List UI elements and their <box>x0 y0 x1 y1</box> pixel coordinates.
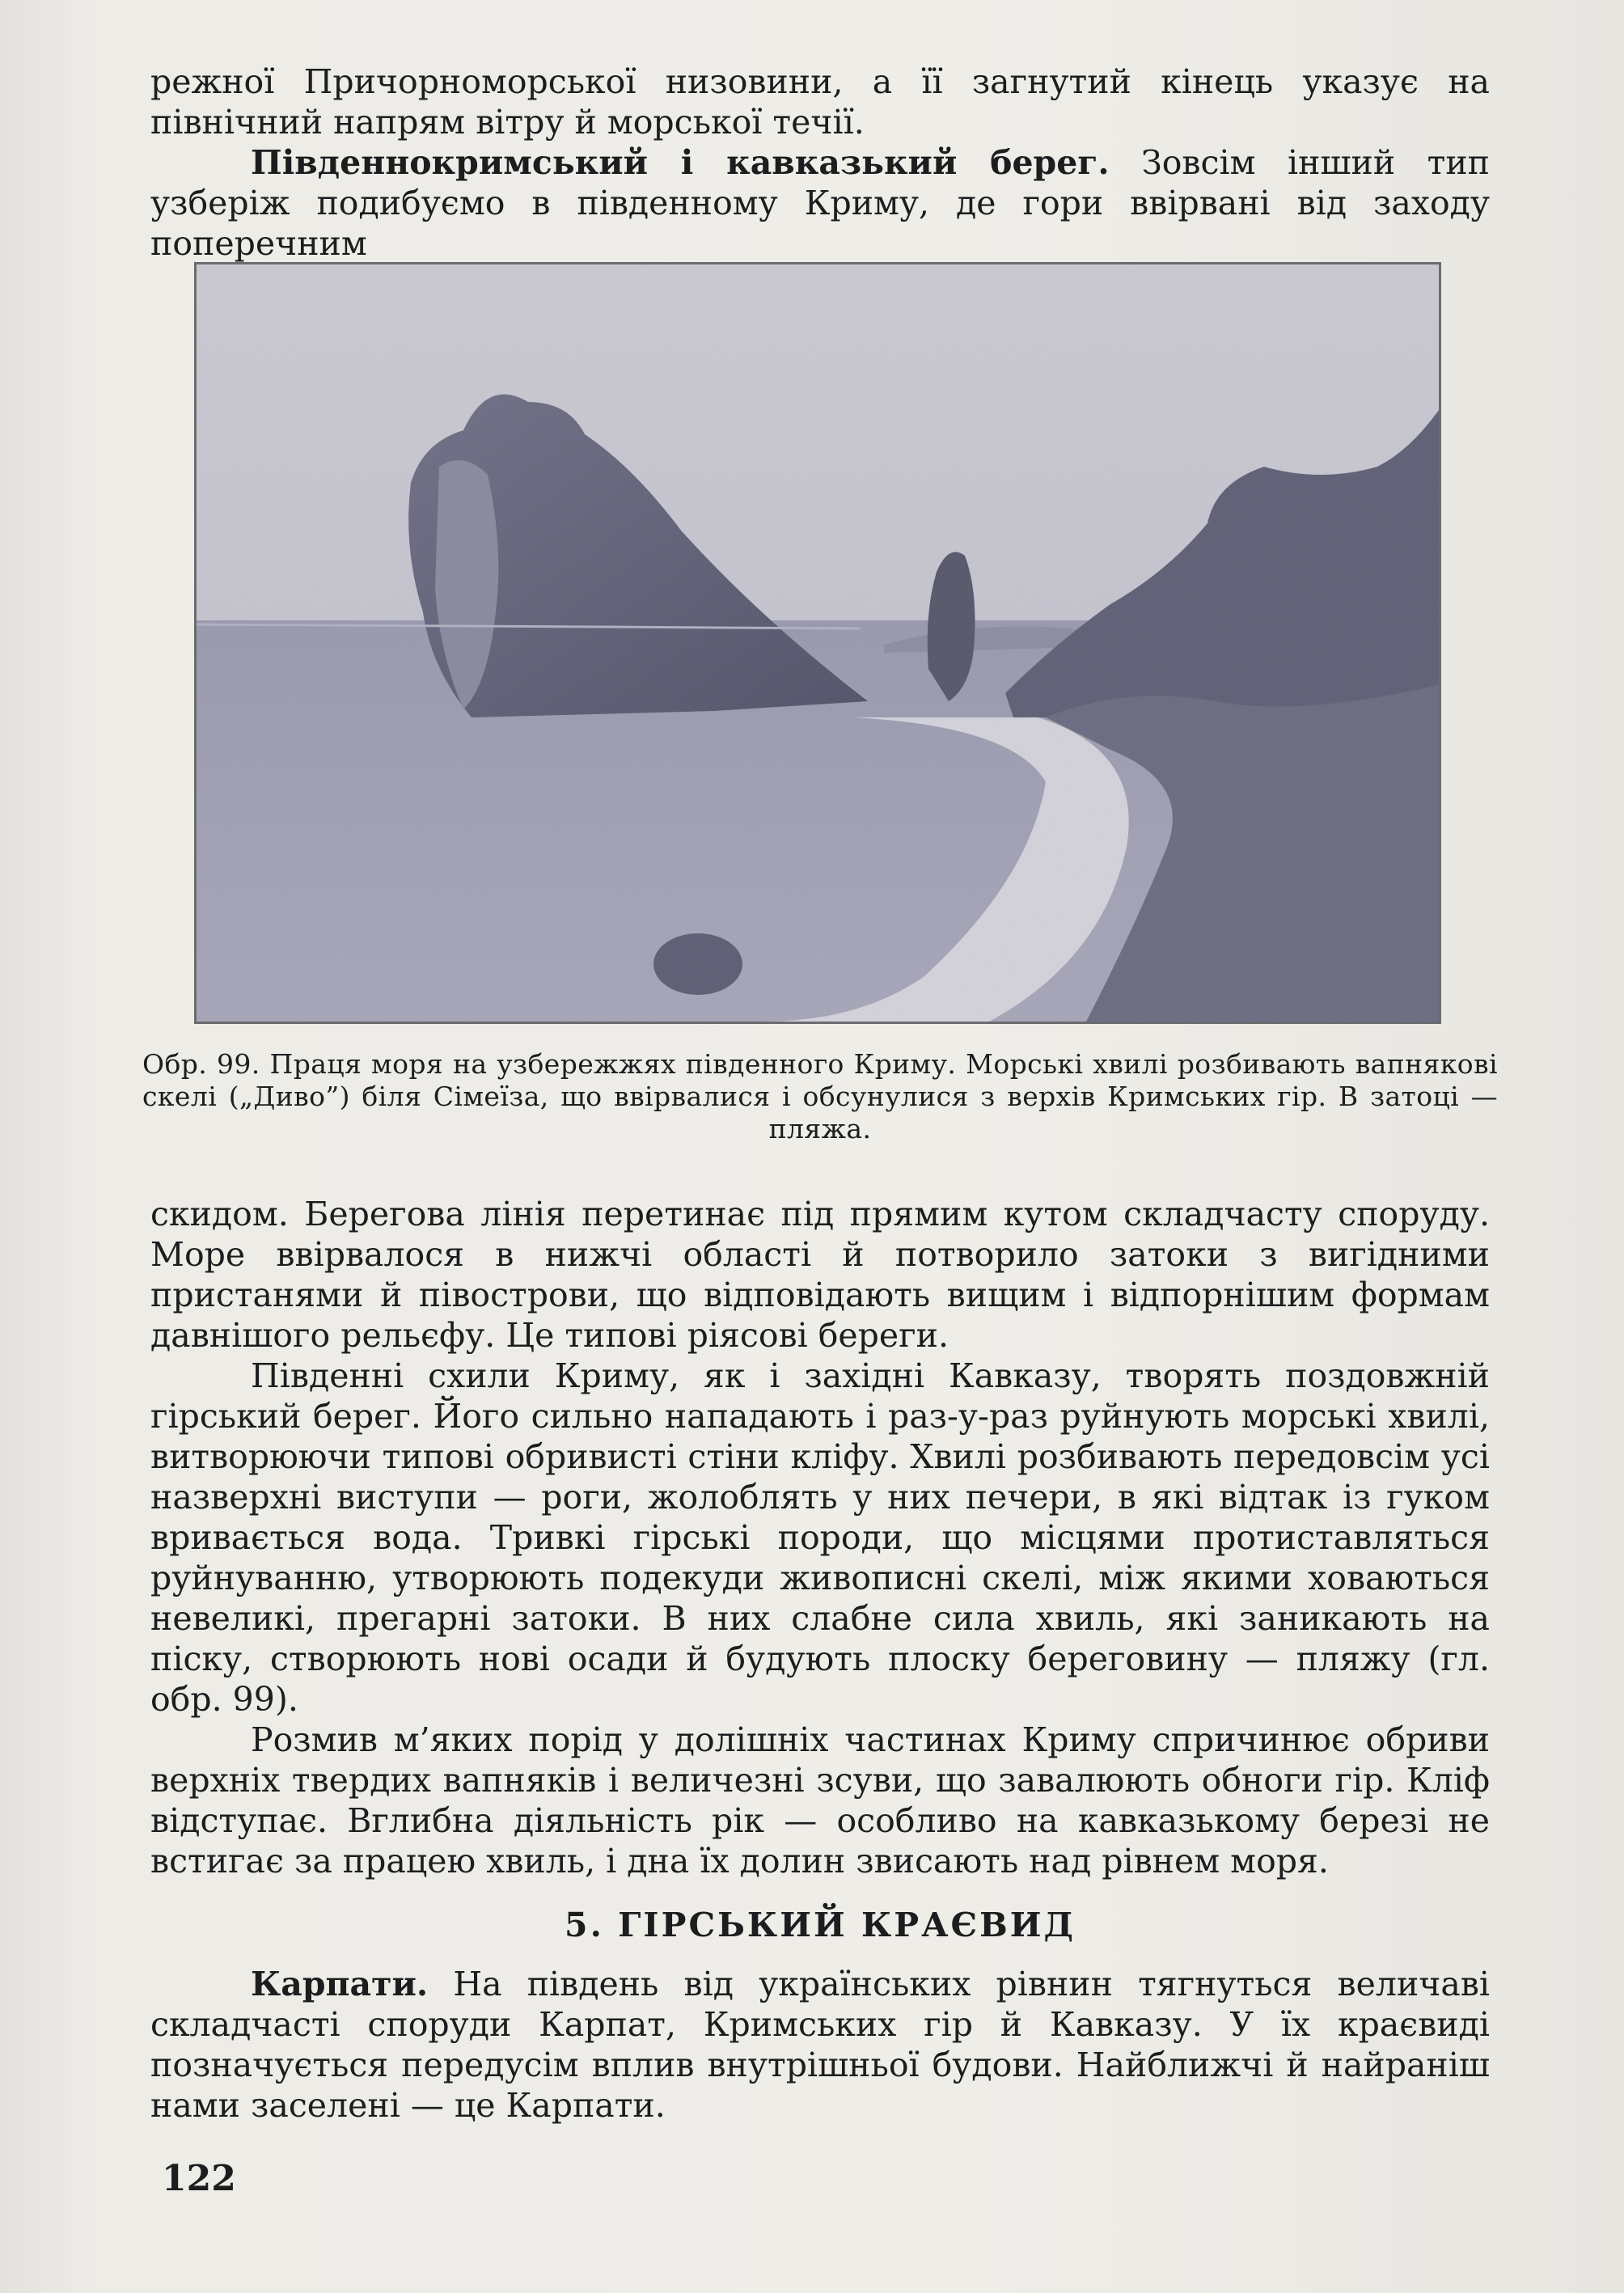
top-paragraph-text: режної Причорноморської низовини, а її загнутий кінець указує на північний напрям вітру й морської течії. <box>150 62 1490 142</box>
continued-paragraph: скидом. Берегова лінія перетинає під прямим кутом складчасту споруду. Море ввірвалося в нижчі області й потворило затоки з вигідними пристанями й півострови, що відповідають вищим і відпорнішим формам давнішого рельєфу. Це типові ріясові береги. <box>150 1195 1490 1355</box>
coast-photograph <box>194 262 1441 1024</box>
page-number: 122 <box>162 2158 236 2199</box>
south-crimea-intro-paragraph <box>150 142 1490 264</box>
section-intro-text: Зовсім інший тип узберіж подибуємо в південному Криму, де гори ввірвані від заходу поперечним <box>150 143 1490 263</box>
inline-section-heading: Південнокримський і кавказький берег. <box>251 143 1110 182</box>
figure-caption: Обр. 99. Праця моря на узбережжях південного Криму. Морські хвилі розбивають вапнякові скелі („Диво”) біля Сімеїза, що ввірвалися і обсунулися з верхів Кримських гір. В затоці — пляжа. <box>142 1048 1498 1144</box>
coast-photo-image <box>197 264 1439 1022</box>
body-text <box>150 1194 1490 1881</box>
south-crimea-intro <box>150 142 1490 264</box>
top-paragraph <box>150 61 1490 142</box>
carpathians-section <box>150 1964 1490 2126</box>
carpathians-text: На південь від українських рівнин тягнуться величаві складчасті споруди Карпат, Кримських гір й Кавказу. У їх краєвиді позначується передусім вплив внутрішньої будови. Найближчі й найраніш нами заселені — це Карпати. <box>150 1965 1490 2125</box>
carpathians-heading: Карпати. <box>251 1965 429 2003</box>
erosion-paragraph: Розмив м’яких порід у долішніх частинах Криму спричинює обриви верхніх твердих вапняків і величезні зсуви, що завалюють обноги гір. Кліф відступає. Вглибна діяльність рік — особливо на кавказькому березі не встигає за працею хвиль, і дна їх долин звисають над рівнем моря. <box>150 1720 1490 1881</box>
south-slopes-paragraph: Південні схили Криму, як і західні Кавказу, творять поздовжній гірський берег. Його сильно нападають і раз-у-раз руйнують морські хвилі, витворюючи типові обривисті стіни кліфу. Хвилі розбивають передовсім усі назверхні виступи — роги, жолоблять у них печери, в які відтак із гуком вривається вода. Тривкі гірські породи, що місцями протиставляться руйнуванню, утворюють подекуди живописні скелі, між якими ховаються невеликі, прегарні затоки. В них слабне сила хвиль, які заникають на піску, створюють нові осади й будують плоску береговину — пляжу (гл. обр. 99). <box>150 1356 1490 1719</box>
carpathians-paragraph <box>150 1964 1490 2126</box>
section-title: 5. ГІРСЬКИЙ КРАЄВИД <box>565 1906 1076 1944</box>
